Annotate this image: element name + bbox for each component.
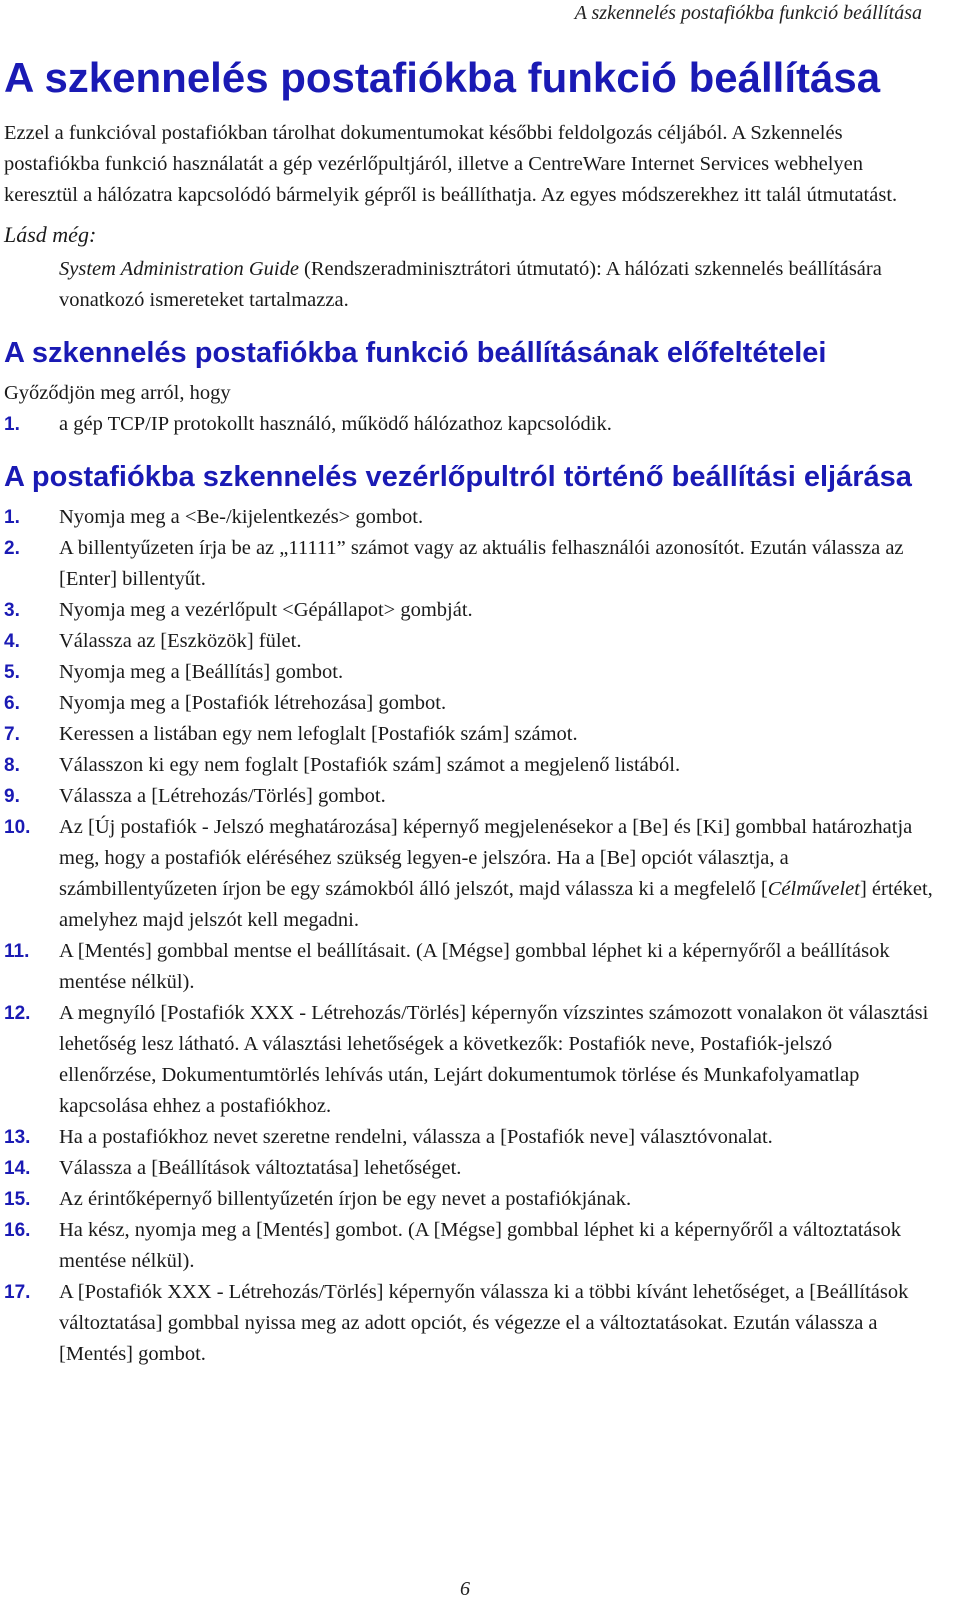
step-item (4, 1215, 934, 1277)
document-page (4, 52, 934, 1370)
step-number: 8. (4, 755, 20, 776)
step-text: A billentyűzeten írja be az „11111” számot vagy az aktuális felhasználói azonosítót. Ezután válassza az [Enter] billentyűt. (59, 537, 904, 590)
prerequisites-lead: Győződjön meg arról, hogy (4, 382, 231, 404)
step-item (4, 936, 934, 998)
see-also-label: Lásd még: (4, 222, 97, 247)
list-item-number: 1. (4, 414, 20, 435)
step-number: 16. (4, 1220, 31, 1241)
step-item (4, 1277, 934, 1370)
page-title: A szkennelés postafiókba funkció beállítása (4, 54, 881, 101)
step-number: 17. (4, 1282, 31, 1303)
prerequisites-heading: A szkennelés postafiókba funkció beállításának előfeltételei (4, 337, 827, 369)
step-item (4, 626, 934, 657)
step-number: 7. (4, 724, 20, 745)
step-item (4, 781, 934, 812)
step-item (4, 719, 934, 750)
step-item (4, 812, 934, 936)
intro-paragraph: Ezzel a funkcióval postafiókban tárolhat dokumentumokat későbbi feldolgozás céljából. A Szkennelés postafiókba funkció használatát a gép vezérlőpultjáról, illetve a CentreWare Internet Services webhelyen keresztül a hálózatra kapcsolódó bármelyik gépről is beállíthatja. Az egyes módszerekhez itt talál útmutatást. (4, 122, 898, 206)
step-number: 10. (4, 817, 31, 838)
step-item (4, 1122, 934, 1153)
page-number: 6 (460, 1578, 470, 1600)
step-item (4, 595, 934, 626)
see-also-description: (Rendszeradminisztrátori útmutató): A hálózati szkennelés beállítására vonatkozó ismereteket tartalmazza. (59, 258, 882, 311)
see-also-doc-title: System Administration Guide (59, 258, 299, 280)
step-number: 14. (4, 1158, 31, 1179)
step-text: Ha a postafiókhoz nevet szeretne rendelni, válassza a [Postafiók neve] választóvonalat. (59, 1126, 773, 1148)
step-text: Válasszon ki egy nem foglalt [Postafiók szám] számot a megjelenő listából. (59, 754, 681, 776)
step-text: Válassza a [Létrehozás/Törlés] gombot. (59, 785, 386, 807)
step-text: Ha kész, nyomja meg a [Mentés] gombot. (A [Mégse] gombbal léphet ki a képernyőről a változtatások mentése nélkül). (59, 1219, 901, 1272)
step-text: Az érintőképernyő billentyűzetén írjon be egy nevet a postafiókjának. (59, 1188, 632, 1210)
step-text-after: ] értéket, amelyhez majd jelszót kell megadni. (59, 878, 933, 931)
step-text: Nyomja meg a <Be-/kijelentkezés> gombot. (59, 506, 424, 528)
step-text: Válassza az [Eszközök] fület. (59, 630, 302, 652)
step-number: 5. (4, 662, 20, 683)
step-text: Nyomja meg a [Postafiók létrehozása] gombot. (59, 692, 447, 714)
step-item (4, 688, 934, 719)
step-number: 6. (4, 693, 20, 714)
step-text: Nyomja meg a [Beállítás] gombot. (59, 661, 344, 683)
step-item (4, 1184, 934, 1215)
step-item (4, 1153, 934, 1184)
step-text: A [Postafiók XXX - Létrehozás/Törlés] képernyőn válassza ki a többi kívánt lehetőséget, a [Beállítások változtatása] gombbal nyissa meg az adott opciót, és végezze el a változtatásokat. Ezután válassza a [Mentés] gombot. (59, 1281, 909, 1365)
step-text: Nyomja meg a vezérlőpult <Gépállapot> gombját. (59, 599, 473, 621)
step-number: 3. (4, 600, 20, 621)
step-number: 2. (4, 538, 20, 559)
step-number: 15. (4, 1189, 31, 1210)
step-number: 13. (4, 1127, 31, 1148)
procedure-steps (4, 502, 934, 1370)
step-number: 9. (4, 786, 20, 807)
step-number: 1. (4, 507, 20, 528)
step-item (4, 750, 934, 781)
see-also-text (59, 254, 934, 316)
list-item-text: a gép TCP/IP protokollt használó, működő hálózathoz kapcsolódik. (59, 413, 612, 435)
procedure-heading: A postafiókba szkennelés vezérlőpultról történő beállítási eljárása (4, 461, 912, 493)
step-number: 4. (4, 631, 20, 652)
step-item (4, 657, 934, 688)
list-item (4, 409, 934, 440)
step-text: Válassza a [Beállítások változtatása] lehetőséget. (59, 1157, 462, 1179)
step-text: Keressen a listában egy nem lefoglalt [Postafiók szám] számot. (59, 723, 578, 745)
step-text-before: Az [Új postafiók - Jelszó meghatározása] képernyő megjelenésekor a [Be] és [Ki] gombbal határozhatja meg, hogy a postafiók eléréséhez szükség legyen-e jelszóra. Ha a [Be] opciót választja, a számbillentyűzeten írjon be egy számokból álló jelszót, majd válassza ki a megfelelő [ (59, 816, 913, 900)
step-text: A megnyíló [Postafiók XXX - Létrehozás/Törlés] képernyőn vízszintes számozott vonalakon öt választási lehetőség lesz látható. A választási lehetőségek a következők: Postafiók neve, Postafiók-jelszó ellenőrzése, Dokumentumtörlés lehívás után, Lejárt dokumentumok törlése és Munkafolyamatlap kapcsolása ehhez a postafiókhoz. (59, 1002, 929, 1117)
step-number: 12. (4, 1003, 31, 1024)
step-item (4, 502, 934, 533)
step-item (4, 998, 934, 1122)
step-number: 11. (4, 941, 30, 962)
running-header: A szkennelés postafiókba funkció beállítása (574, 2, 922, 24)
step-text: A [Mentés] gombbal mentse el beállításait. (A [Mégse] gombbal léphet ki a képernyőről a beállítások mentése nélkül). (59, 940, 890, 993)
step-item (4, 533, 934, 595)
step-text-italic: Célművelet (767, 878, 860, 900)
prerequisites-list (4, 409, 934, 440)
